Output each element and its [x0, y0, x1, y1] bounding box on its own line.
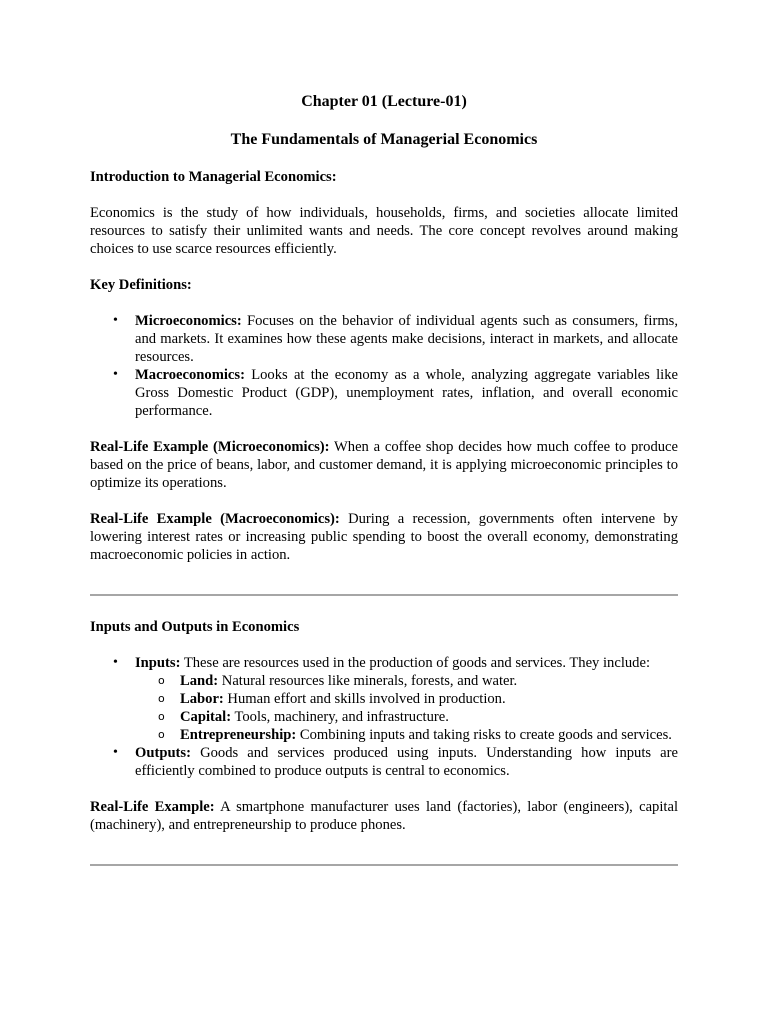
intro-heading: Introduction to Managerial Economics:: [90, 169, 337, 185]
definition-text: Looks at the economy as a whole, analyzing aggregate variables like Gross Domestic Product (GDP), unemployment rates, inflation, and overall economic performance.: [135, 367, 678, 419]
outputs-text: Goods and services produced using inputs. Understanding how inputs are efficiently combined to produce outputs is central to economics.: [135, 745, 678, 779]
subitem-text: Human effort and skills involved in production.: [223, 691, 506, 707]
document-page: [90, 92, 678, 888]
io-list: [90, 654, 678, 780]
subitem-capital: [135, 708, 678, 726]
example-label: Real-Life Example:: [90, 799, 215, 815]
circle-bullet-icon: o: [158, 728, 165, 741]
subitem-labor: [135, 690, 678, 708]
example-text: A smartphone manufacturer uses land (factories), labor (engineers), capital (machinery), and entrepreneurship to produce phones.: [90, 799, 679, 833]
circle-bullet-icon: o: [158, 692, 165, 705]
subitem-term: Entrepreneurship:: [180, 727, 297, 743]
subitem-text: Natural resources like minerals, forests, and water.: [218, 673, 518, 689]
section-divider: [90, 864, 678, 866]
circle-bullet-icon: o: [158, 674, 165, 687]
inputs-text: These are resources used in the production of goods and services. They include:: [180, 655, 651, 671]
bullet-icon: •: [113, 745, 118, 760]
example-text: During a recession, governments often intervene by lowering interest rates or increasing public spending to boost the overall economy, demonstrating macroeconomic policies in action.: [90, 511, 678, 563]
example-label: Real-Life Example (Microeconomics):: [90, 439, 330, 455]
definition-term: Microeconomics:: [135, 313, 242, 329]
io-heading: Inputs and Outputs in Economics: [90, 619, 300, 635]
subitem-text: Combining inputs and taking risks to create goods and services.: [296, 727, 672, 743]
outputs-term: Outputs:: [135, 745, 191, 761]
definition-item-micro: [90, 312, 678, 366]
inputs-sublist: [135, 672, 678, 744]
subitem-land: [135, 672, 678, 690]
example-micro-paragraph: [90, 438, 678, 492]
definition-term: Macroeconomics:: [135, 367, 245, 383]
outputs-item: [90, 744, 678, 780]
subitem-term: Capital:: [180, 709, 232, 725]
subitem-term: Labor:: [180, 691, 224, 707]
subitem-text: Tools, machinery, and infrastructure.: [231, 709, 449, 725]
section-divider: [90, 594, 678, 596]
definition-item-macro: [90, 366, 678, 420]
circle-bullet-icon: o: [158, 710, 165, 723]
bullet-icon: •: [113, 655, 118, 670]
subitem-term: Land:: [180, 673, 219, 689]
example-text: When a coffee shop decides how much coffee to produce based on the price of beans, labor, and customer demand, it is applying microeconomic principles to optimize its operations.: [90, 439, 678, 491]
intro-paragraph: Economics is the study of how individuals, households, firms, and societies allocate limited resources to satisfy their unlimited wants and needs. The core concept revolves around making choices to use scarce resources efficiently.: [90, 205, 678, 257]
subitem-entrepreneurship: [135, 726, 678, 744]
definition-text: Focuses on the behavior of individual agents such as consumers, firms, and markets. It examines how these agents make decisions, interact in markets, and allocate resources.: [135, 313, 678, 365]
document-title: The Fundamentals of Managerial Economics: [230, 131, 538, 148]
inputs-item: [90, 654, 678, 744]
definitions-list: [90, 312, 678, 420]
bullet-icon: •: [113, 313, 118, 328]
inputs-term: Inputs:: [135, 655, 181, 671]
example-label: Real-Life Example (Macroeconomics):: [90, 511, 340, 527]
bullet-icon: •: [113, 367, 118, 382]
definitions-heading: Key Definitions:: [90, 277, 192, 293]
chapter-title: Chapter 01 (Lecture-01): [301, 93, 467, 110]
example-macro-paragraph: [90, 510, 678, 564]
example-io-paragraph: [90, 798, 678, 834]
